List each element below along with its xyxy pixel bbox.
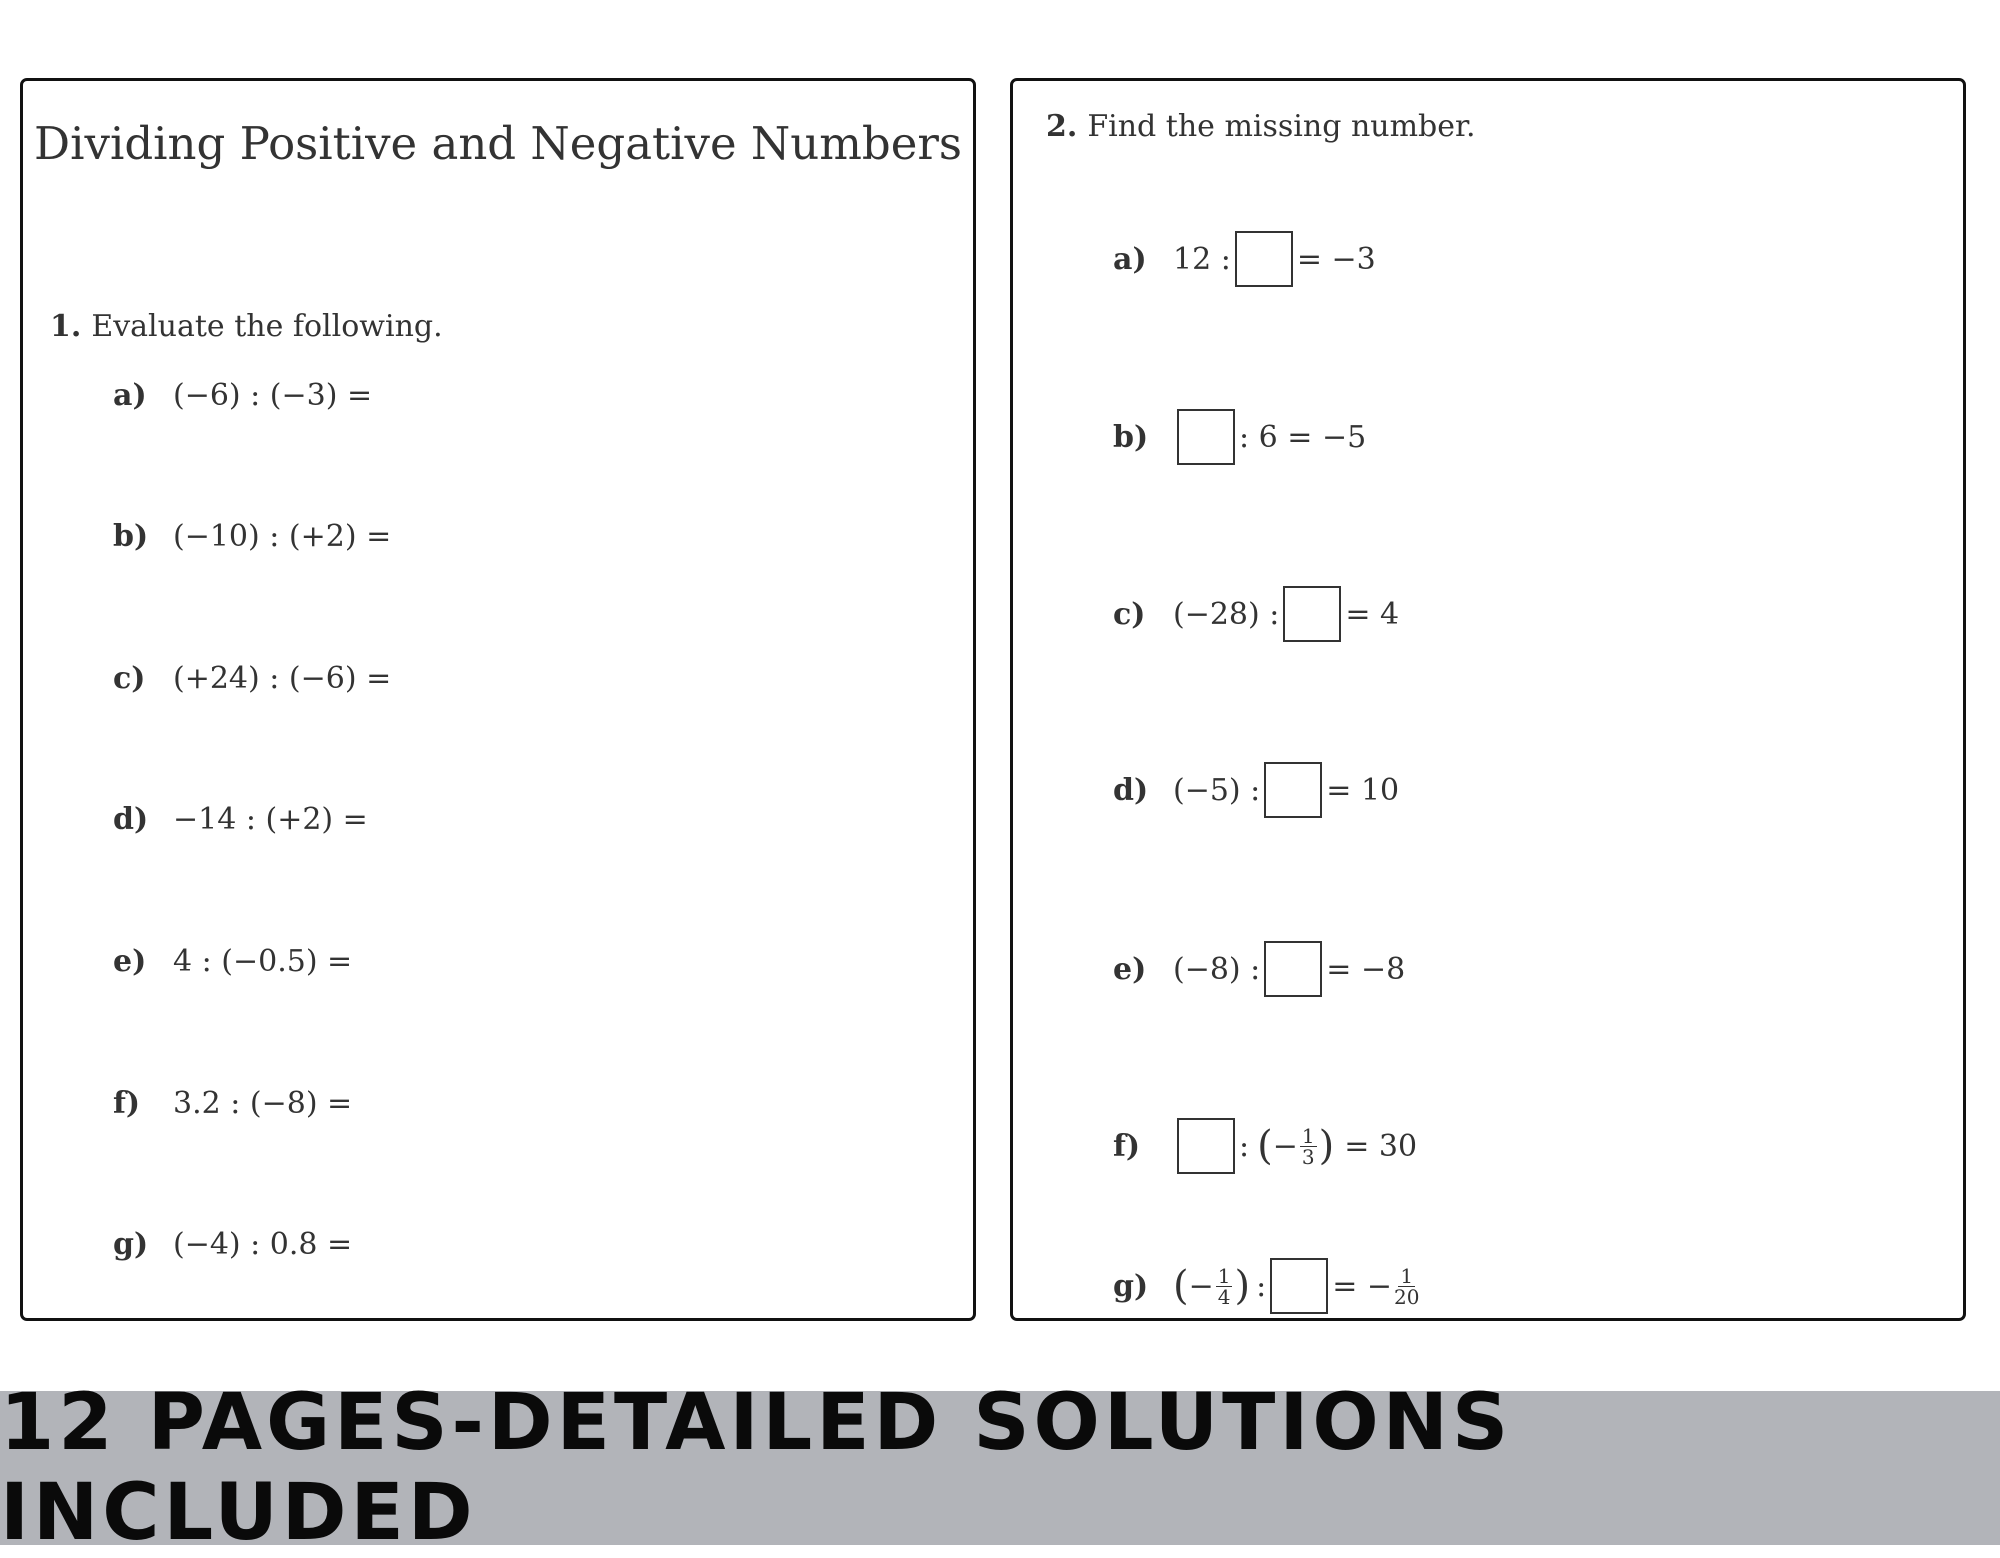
item-label: c) [113,660,146,696]
colon: : [1256,1268,1267,1304]
question-2-heading [1046,109,1476,144]
item-label: g) [1113,1268,1149,1304]
expr-left: (−5) : [1173,772,1261,808]
q2-item-d [1113,750,1399,830]
item-expression: −14 : (+2) = [173,801,368,837]
expr-left: (−28) : [1173,596,1280,632]
q2-item-g: g) ( − $\frac{1}{4}$ ) : = − $\frac{1}{20}$ [1113,1246,1421,1326]
fraction: $\frac{1}{4}$ [1217,1263,1231,1309]
question-1-heading [50,309,443,344]
expr-right: = 10 [1326,772,1400,808]
question-number: 1. [50,309,82,344]
expr-right: = 30 [1344,1128,1418,1164]
colon: : [1239,1128,1250,1164]
worksheet-page-right [1010,78,1966,1321]
q1-item-e [113,921,352,1001]
answer-box[interactable] [1177,1118,1235,1174]
item-expression: 3.2 : (−8) = [173,1085,353,1121]
answer-box[interactable] [1264,762,1322,818]
item-label: e) [113,943,147,979]
promo-banner [0,1378,2000,1558]
question-text: Evaluate the following. [91,309,443,344]
q1-item-f [113,1063,352,1143]
q1-item-c [113,638,391,718]
q2-item-f: f) : ( − $\frac{1}{3}$ ) = 30 [1113,1106,1417,1186]
q1-item-b [113,496,391,576]
expr-left: 12 : [1173,241,1231,277]
item-label: f) [113,1085,141,1121]
item-label: c) [1113,596,1146,632]
q2-item-b [1113,397,1366,477]
q1-item-d [113,779,368,859]
worksheet-title: Dividing Positive and Negative Numbers [34,117,962,170]
frac-sign: − [1272,1128,1298,1164]
item-label: a) [113,377,147,413]
expr-right: = 4 [1345,596,1400,632]
q2-item-c [1113,574,1399,654]
item-label: d) [113,801,149,837]
q2-item-a [1113,219,1376,299]
item-label: b) [1113,419,1149,455]
frac-sign: − [1188,1268,1214,1304]
fraction: $\frac{1}{3}$ [1301,1123,1315,1169]
answer-box[interactable] [1283,586,1341,642]
item-expression: (−6) : (−3) = [173,377,373,413]
worksheet-page-left [20,78,976,1321]
item-label: a) [1113,241,1147,277]
item-label: g) [113,1226,149,1262]
item-expression: (−10) : (+2) = [173,518,392,554]
question-text: Find the missing number. [1087,109,1476,144]
result-fraction: $\frac{1}{20}$ [1394,1263,1420,1309]
q2-item-e [1113,929,1405,1009]
q1-item-a [113,355,372,435]
expr-right: = −8 [1326,951,1406,987]
item-expression: (−4) : 0.8 = [173,1226,353,1262]
answer-box[interactable] [1264,941,1322,997]
expr-right: : 6 = −5 [1239,419,1367,455]
item-label: f) [1113,1128,1141,1164]
item-expression: 4 : (−0.5) = [173,943,353,979]
expr-right: = − [1332,1268,1393,1304]
answer-box[interactable] [1270,1258,1328,1314]
banner-text: 12 PAGES-DETAILED SOLUTIONS INCLUDED [0,1378,1513,1558]
answer-box[interactable] [1177,409,1235,465]
item-expression: (+24) : (−6) = [173,660,392,696]
item-label: b) [113,518,149,554]
expr-left: (−8) : [1173,951,1261,987]
q1-item-g [113,1204,352,1284]
item-label: d) [1113,772,1149,808]
expr-right: = −3 [1296,241,1376,277]
question-number: 2. [1046,109,1078,144]
item-label: e) [1113,951,1147,987]
answer-box[interactable] [1235,231,1293,287]
